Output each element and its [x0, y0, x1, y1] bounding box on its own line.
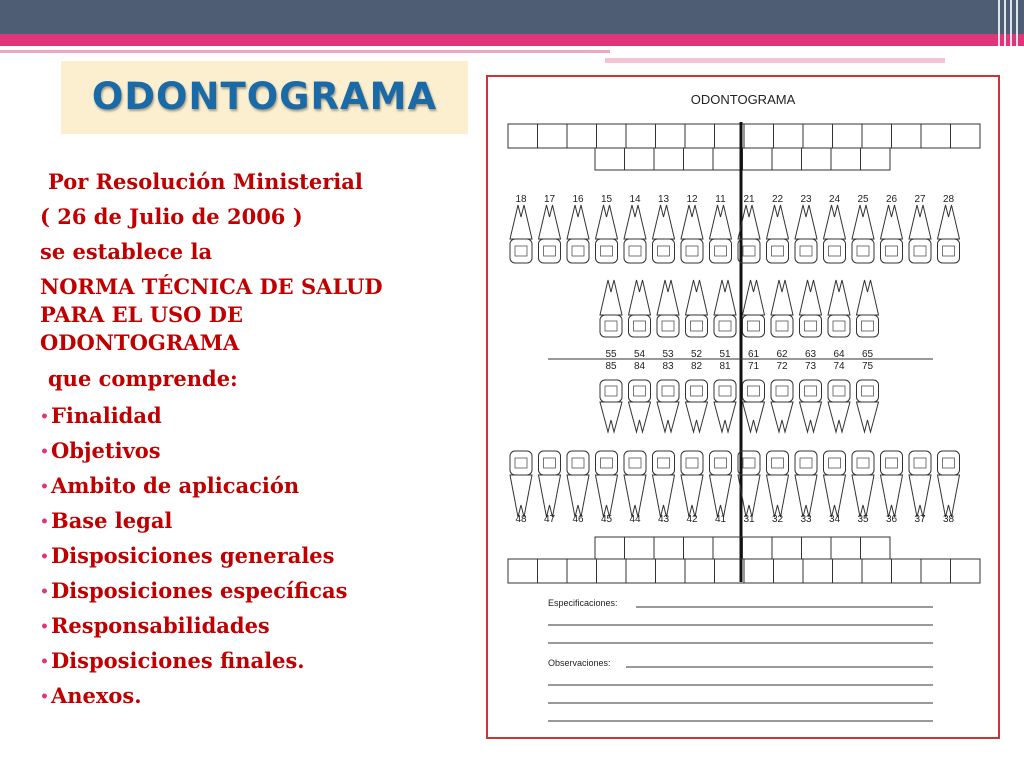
observations-label: Observaciones: [548, 658, 611, 668]
grid-box [831, 148, 861, 170]
tooth-number-upper-permanent: 26 [885, 194, 898, 205]
specifications-label: Especificaciones: [548, 598, 618, 608]
tooth-number-upper-permanent: 16 [572, 194, 584, 205]
tooth-number-upper-permanent: 22 [771, 194, 784, 205]
grid-box [862, 559, 892, 583]
tooth-lower-permanent [510, 451, 532, 517]
tooth-upper-permanent [881, 205, 903, 263]
tooth-number-lower-permanent: 36 [885, 514, 898, 525]
tooth-upper-permanent [510, 205, 532, 263]
tooth-number-upper-permanent: 15 [600, 194, 613, 205]
tooth-number-upper-permanent: 13 [657, 194, 670, 205]
list-item: •Disposiciones finales. [40, 648, 305, 673]
grid-box [625, 148, 655, 170]
intro-line-2: ( 26 de Julio de 2006 ) [40, 204, 303, 229]
tooth-number-upper-permanent: 17 [543, 194, 556, 205]
tooth-number-upper-primary: 51 [719, 349, 731, 360]
tooth-number-upper-permanent: 27 [914, 194, 926, 205]
tooth-lower-primary [800, 380, 822, 432]
tooth-lower-primary [857, 380, 879, 432]
contents-list [40, 398, 460, 713]
tooth-upper-primary [714, 280, 736, 337]
grid-box [713, 148, 743, 170]
tooth-number-upper-permanent: 14 [629, 194, 641, 205]
tooth-upper-permanent [681, 205, 703, 263]
tooth-lower-primary [600, 380, 622, 432]
title-box [61, 61, 468, 134]
grid-box [713, 537, 743, 559]
tooth-upper-permanent [938, 205, 960, 263]
grid-box [774, 559, 804, 583]
tooth-upper-primary [657, 280, 679, 337]
tooth-upper-primary [600, 280, 622, 337]
grid-box [626, 124, 656, 148]
tooth-lower-permanent [881, 451, 903, 517]
tooth-upper-permanent [624, 205, 646, 263]
list-item: •Finalidad [40, 403, 162, 428]
tooth-number-lower-primary: 85 [605, 361, 617, 372]
tooth-lower-permanent [681, 451, 703, 517]
tooth-number-lower-primary: 84 [633, 361, 646, 372]
grid-box [654, 148, 684, 170]
norma-heading [40, 273, 440, 357]
grid-box [861, 537, 891, 559]
tooth-number-upper-permanent: 18 [515, 194, 527, 205]
tooth-number-lower-permanent: 45 [600, 514, 613, 525]
tooth-number-lower-permanent: 48 [515, 514, 527, 525]
tooth-number-upper-primary: 63 [804, 349, 817, 360]
tooth-number-lower-permanent: 46 [572, 514, 584, 525]
accent-bar [0, 34, 1024, 46]
list-item: •Responsabilidades [40, 613, 270, 638]
grid-box [921, 559, 951, 583]
tooth-number-lower-permanent: 35 [857, 514, 869, 525]
tooth-upper-permanent [710, 205, 732, 263]
tooth-lower-primary [743, 380, 765, 432]
grid-box [567, 124, 597, 148]
tooth-number-lower-permanent: 41 [714, 514, 727, 525]
grid-box [833, 124, 863, 148]
tooth-number-lower-permanent: 42 [686, 514, 698, 525]
accent-thin-line-right [605, 58, 945, 63]
tooth-number-lower-primary: 72 [776, 361, 788, 372]
grid-box [772, 537, 802, 559]
intro-line-3: se establece la [40, 239, 213, 264]
grid-box [656, 124, 686, 148]
tooth-upper-primary [686, 280, 708, 337]
tooth-number-upper-primary: 53 [662, 349, 674, 360]
intro-text [40, 164, 440, 396]
bullet-icon: • [40, 619, 49, 635]
tooth-number-upper-permanent: 28 [942, 194, 955, 205]
tooth-number-lower-primary: 71 [747, 361, 760, 372]
grid-box [892, 559, 922, 583]
grid-box [508, 559, 538, 583]
bullet-icon: • [40, 549, 49, 565]
tooth-number-lower-permanent: 37 [914, 514, 926, 525]
tooth-number-lower-permanent: 47 [543, 514, 556, 525]
grid-box [951, 124, 981, 148]
tooth-number-upper-primary: 64 [833, 349, 845, 360]
grid-box [803, 559, 833, 583]
bullet-icon: • [40, 409, 49, 425]
tooth-number-upper-primary: 65 [861, 349, 874, 360]
bullet-icon: • [40, 514, 49, 530]
tooth-upper-permanent [852, 205, 874, 263]
tooth-lower-permanent [824, 451, 846, 517]
grid-box [744, 124, 774, 148]
decorative-lines [994, 0, 1024, 46]
list-item: •Disposiciones específicas [40, 578, 348, 603]
tooth-number-upper-primary: 52 [690, 349, 703, 360]
grid-box [595, 537, 625, 559]
tooth-upper-primary [857, 280, 879, 337]
grid-box [597, 124, 627, 148]
tooth-number-upper-primary: 61 [747, 349, 760, 360]
tooth-lower-primary [771, 380, 793, 432]
grid-box [921, 124, 951, 148]
tooth-number-lower-permanent: 31 [743, 514, 755, 525]
tooth-upper-permanent [909, 205, 931, 263]
grid-box [862, 124, 892, 148]
intro-line-1: Por Resolución Ministerial [48, 169, 363, 194]
grid-box [892, 124, 922, 148]
bullet-icon: • [40, 584, 49, 600]
grid-box [595, 148, 625, 170]
tooth-number-lower-primary: 75 [861, 361, 874, 372]
tooth-upper-primary [743, 280, 765, 337]
tooth-upper-permanent [653, 205, 675, 263]
grid-box [833, 559, 863, 583]
tooth-upper-primary [629, 280, 651, 337]
bullet-icon: • [40, 444, 49, 460]
tooth-lower-primary [686, 380, 708, 432]
accent-thin-line-left [0, 50, 610, 53]
norma-line-3: ODONTOGRAMA [40, 330, 240, 355]
tooth-number-upper-permanent: 21 [743, 194, 755, 205]
tooth-upper-permanent [795, 205, 817, 263]
grid-box [685, 559, 715, 583]
grid-box [685, 124, 715, 148]
tooth-lower-permanent [909, 451, 931, 517]
bullet-icon: • [40, 689, 49, 705]
grid-box [802, 148, 832, 170]
list-item: •Objetivos [40, 438, 161, 463]
grid-box [774, 124, 804, 148]
tooth-lower-permanent [653, 451, 675, 517]
tooth-number-lower-primary: 83 [662, 361, 674, 372]
bullet-icon: • [40, 654, 49, 670]
tooth-lower-permanent [567, 451, 589, 517]
tooth-number-upper-primary: 54 [633, 349, 646, 360]
grid-box [654, 537, 684, 559]
tooth-lower-permanent [795, 451, 817, 517]
tooth-lower-permanent [596, 451, 618, 517]
tooth-upper-permanent [767, 205, 789, 263]
tooth-number-lower-primary: 73 [804, 361, 817, 372]
tooth-number-upper-permanent: 12 [686, 194, 698, 205]
tooth-number-lower-permanent: 43 [657, 514, 670, 525]
grid-box [803, 124, 833, 148]
tooth-number-upper-permanent: 25 [857, 194, 869, 205]
tooth-upper-primary [771, 280, 793, 337]
tooth-number-lower-permanent: 44 [629, 514, 641, 525]
tooth-upper-permanent [539, 205, 561, 263]
grid-box [538, 124, 568, 148]
grid-box [772, 148, 802, 170]
tooth-number-lower-primary: 81 [719, 361, 731, 372]
tooth-number-upper-permanent: 23 [800, 194, 812, 205]
norma-line-1: NORMA TÉCNICA DE SALUD [40, 274, 383, 299]
tooth-number-lower-permanent: 38 [942, 514, 955, 525]
list-item: •Ambito de aplicación [40, 473, 300, 498]
norma-line-2: PARA EL USO DE [40, 302, 243, 327]
tooth-lower-primary [629, 380, 651, 432]
tooth-lower-permanent [539, 451, 561, 517]
tooth-number-upper-permanent: 24 [828, 194, 841, 205]
grid-box [684, 148, 714, 170]
bullet-icon: • [40, 479, 49, 495]
grid-box [508, 124, 538, 148]
grid-box [951, 559, 981, 583]
grid-box [625, 537, 655, 559]
grid-box [744, 559, 774, 583]
intro-line-4: que comprende: [48, 366, 238, 391]
grid-box [743, 148, 773, 170]
slide-title: ODONTOGRAMA [91, 75, 438, 118]
grid-box [597, 559, 627, 583]
tooth-number-lower-permanent: 34 [828, 514, 841, 525]
tooth-lower-primary [828, 380, 850, 432]
tooth-upper-primary [800, 280, 822, 337]
grid-box [802, 537, 832, 559]
tooth-lower-permanent [852, 451, 874, 517]
list-item: •Base legal [40, 508, 173, 533]
grid-box [538, 559, 568, 583]
list-item: •Anexos. [40, 683, 142, 708]
form-title: ODONTOGRAMA [690, 92, 796, 107]
grid-box [567, 559, 597, 583]
grid-box [626, 559, 656, 583]
top-bar [0, 0, 1024, 34]
tooth-number-upper-primary: 62 [776, 349, 788, 360]
tooth-number-lower-permanent: 33 [800, 514, 812, 525]
grid-box [861, 148, 891, 170]
tooth-lower-primary [714, 380, 736, 432]
tooth-number-lower-primary: 74 [833, 361, 845, 372]
grid-box [743, 537, 773, 559]
tooth-number-upper-permanent: 11 [715, 194, 726, 205]
tooth-lower-permanent [767, 451, 789, 517]
list-item: •Disposiciones generales [40, 543, 335, 568]
tooth-upper-permanent [824, 205, 846, 263]
grid-box [656, 559, 686, 583]
tooth-number-lower-primary: 82 [690, 361, 703, 372]
tooth-number-upper-primary: 55 [605, 349, 617, 360]
grid-box [684, 537, 714, 559]
grid-box [831, 537, 861, 559]
tooth-number-lower-permanent: 32 [771, 514, 784, 525]
tooth-lower-permanent [938, 451, 960, 517]
odontogram-form [486, 75, 1000, 739]
tooth-upper-primary [828, 280, 850, 337]
tooth-upper-permanent [596, 205, 618, 263]
odontogram-drawing [488, 77, 998, 737]
tooth-lower-permanent [710, 451, 732, 517]
tooth-lower-permanent [624, 451, 646, 517]
tooth-upper-permanent [567, 205, 589, 263]
tooth-lower-primary [657, 380, 679, 432]
